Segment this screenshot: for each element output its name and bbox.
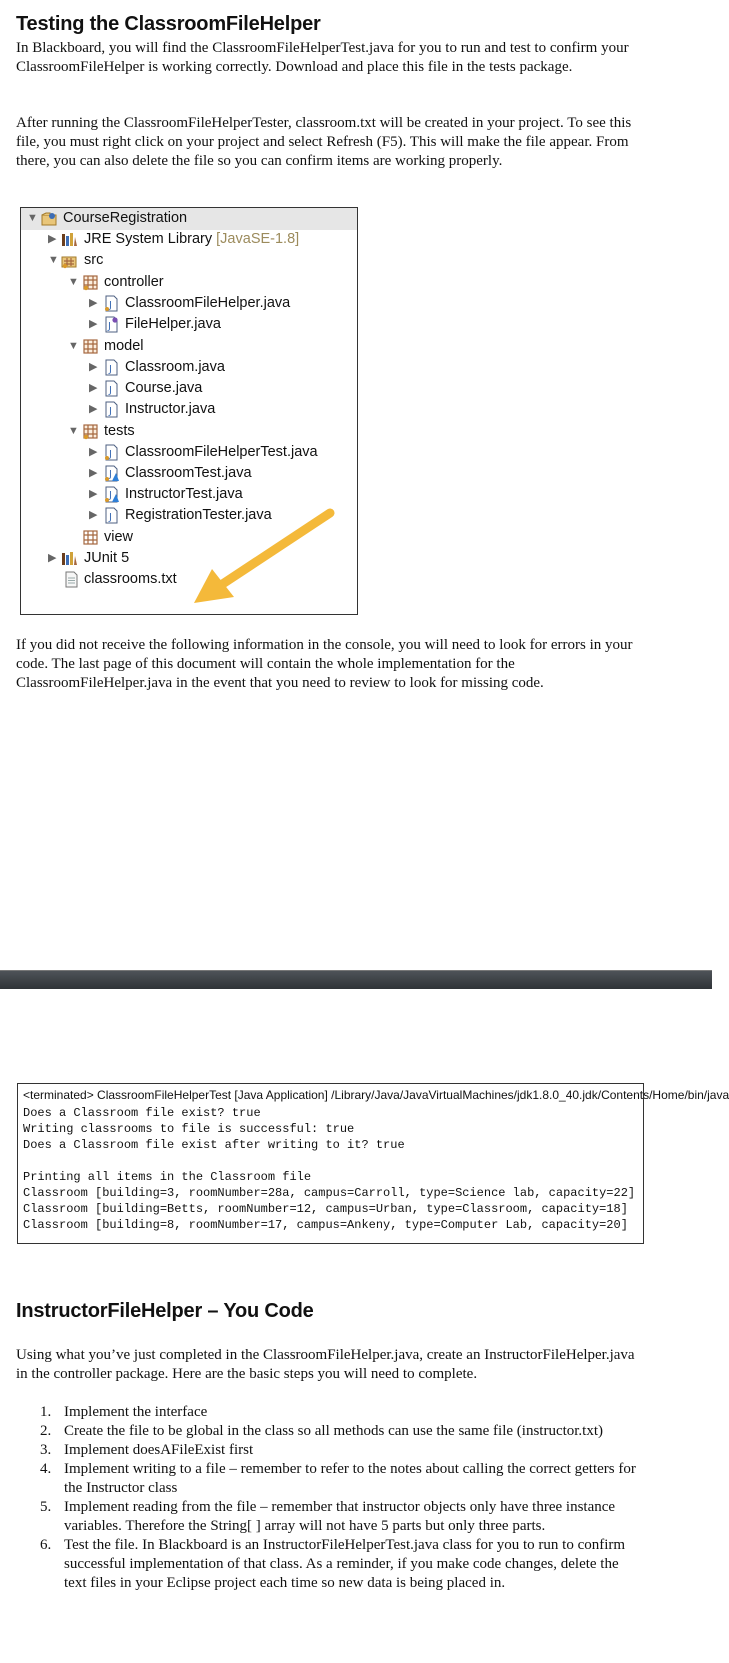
tree-row-file[interactable] <box>21 399 357 421</box>
project-folder-icon <box>41 210 58 227</box>
step-text: Implement reading from the file – remember that instructor objects only have three instance variables. Therefore the String[ ] array will not have 5 parts but only three parts. <box>64 1499 616 1534</box>
collapse-toggle-icon[interactable]: ▶ <box>89 467 98 479</box>
tree-label-file: RegistrationTester.java <box>125 507 272 523</box>
expand-toggle-icon[interactable]: ▼ <box>68 276 79 288</box>
svg-text:J: J <box>109 469 112 480</box>
step-text: Implement doesAFileExist first <box>64 1442 254 1458</box>
svg-text:J: J <box>109 364 112 375</box>
expand-toggle-icon[interactable]: ▼ <box>27 212 38 224</box>
tree-label-junit: JUnit 5 <box>84 550 130 566</box>
collapse-toggle-icon[interactable]: ▶ <box>89 509 98 521</box>
tree-label-model: model <box>104 338 144 354</box>
tree-label-tests: tests <box>104 423 135 439</box>
collapse-toggle-icon[interactable]: ▶ <box>89 297 98 309</box>
tree-row-file[interactable] <box>21 293 357 315</box>
package-icon <box>82 338 99 355</box>
paragraph-refresh: After running the ClassroomFileHelperTester, classroom.txt will be created in your project. To see this file, you must right click on your project and select Refresh (F5). This will make the file appear. From there, you can also delete the file so you can confirm items are working properly. <box>16 115 632 169</box>
console-line: Printing all items in the Classroom file <box>23 1170 312 1184</box>
svg-text:J: J <box>108 321 111 332</box>
tree-label-file: FileHelper.java <box>125 316 221 332</box>
tree-row-model[interactable] <box>21 336 357 358</box>
expand-toggle-icon[interactable]: ▼ <box>48 254 59 266</box>
console-lines <box>18 1104 643 1233</box>
tree-row-file[interactable] <box>21 378 357 400</box>
tree-label-file: ClassroomTest.java <box>125 465 252 481</box>
tree-row-src[interactable] <box>21 250 357 272</box>
svg-text:J: J <box>109 385 112 396</box>
library-icon <box>61 550 78 567</box>
tree-label-file: ClassroomFileHelperTest.java <box>125 444 318 460</box>
java-file-icon <box>103 359 120 376</box>
list-item <box>16 1536 641 1593</box>
java-file-icon <box>103 295 120 312</box>
tree-label-jre: JRE System Library <box>84 231 213 247</box>
tree-label-file: Classroom.java <box>125 359 225 375</box>
source-folder-icon <box>61 252 78 269</box>
expand-toggle-icon[interactable]: ▼ <box>68 340 79 352</box>
tree-row-controller[interactable] <box>21 272 357 294</box>
package-icon <box>82 423 99 440</box>
tree-label-file: InstructorTest.java <box>125 486 243 502</box>
console-line: Classroom [building=8, roomNumber=17, campus=Ankeny, type=Computer Lab, capacity=20] <box>23 1218 628 1232</box>
list-item <box>16 1403 641 1422</box>
java-file-icon <box>103 401 120 418</box>
svg-text:J: J <box>109 300 112 311</box>
section-title-instructor: InstructorFileHelper – You Code <box>16 1300 314 1322</box>
list-item <box>16 1441 641 1460</box>
annotation-arrow-icon <box>190 505 340 610</box>
java-file-icon <box>103 444 120 461</box>
paragraph-console-note: If you did not receive the following information in the console, you will need to look for errors in your code. The last page of this document will contain the whole implementation for the ClassroomFileHelper.java in the event that you need to review to look for missing code. <box>16 637 633 691</box>
step-text: Implement the interface <box>64 1404 208 1420</box>
svg-text:J: J <box>109 449 112 460</box>
package-icon <box>82 274 99 291</box>
collapse-toggle-icon[interactable]: ▶ <box>89 361 98 373</box>
java-file-icon <box>103 380 120 397</box>
console-line: Writing classrooms to file is successful: true <box>23 1122 355 1136</box>
page-divider <box>0 970 712 989</box>
list-item <box>16 1422 641 1441</box>
list-item <box>16 1460 641 1498</box>
step-number: 1. <box>40 1404 52 1420</box>
step-text: Implement writing to a file – remember to refer to the notes about calling the correct getters for the Instructor class <box>64 1461 636 1496</box>
java-interface-file-icon <box>103 316 120 333</box>
java-file-icon <box>103 507 120 524</box>
paragraph-intro: In Blackboard, you will find the ClassroomFileHelperTest.java for you to run and test to confirm your ClassroomFileHelper is working correctly. Download and place this file in the tests package. <box>16 40 629 75</box>
step-text: Create the file to be global in the class so all methods can use the same file (instructor.txt) <box>64 1423 604 1439</box>
step-number: 4. <box>40 1461 52 1477</box>
console-line: Does a Classroom file exist after writing to it? true <box>23 1138 405 1152</box>
step-number: 3. <box>40 1442 52 1458</box>
java-test-file-icon <box>103 465 120 482</box>
java-test-file-icon <box>103 486 120 503</box>
library-icon <box>61 231 78 248</box>
jre-version-tag: [JavaSE-1.8] <box>216 231 300 247</box>
expand-toggle-icon[interactable]: ▼ <box>68 425 79 437</box>
tree-row-file[interactable] <box>21 484 357 506</box>
console-header: <terminated> ClassroomFileHelperTest [Java Application] /Library/Java/JavaVirtualMachines/jdk1.8.0_40.jdk/Contents/Home/bin/java <box>23 1088 729 1102</box>
empty-package-icon <box>82 529 99 546</box>
tree-label-txt-file: classrooms.txt <box>84 571 177 587</box>
list-item <box>16 1498 641 1536</box>
console-line: Does a Classroom file exist? true <box>23 1106 261 1120</box>
collapse-toggle-icon[interactable]: ▶ <box>89 382 98 394</box>
console-line: Classroom [building=3, roomNumber=28a, campus=Carroll, type=Science lab, capacity=22] <box>23 1186 636 1200</box>
step-number: 6. <box>40 1537 52 1553</box>
collapse-toggle-icon[interactable]: ▶ <box>48 552 57 564</box>
tree-row-tests[interactable] <box>21 421 357 443</box>
step-number: 5. <box>40 1499 52 1515</box>
svg-text:J: J <box>109 406 112 417</box>
tree-label-file: Course.java <box>125 380 203 396</box>
tree-label-view: view <box>104 529 134 545</box>
collapse-toggle-icon[interactable]: ▶ <box>89 488 98 500</box>
paragraph-instructor-intro: Using what you’ve just completed in the ClassroomFileHelper.java, create an InstructorFileHelper.java in the controller package. Here are the basic steps you will need to complete. <box>16 1347 635 1382</box>
collapse-toggle-icon[interactable]: ▶ <box>48 233 57 245</box>
svg-text:J: J <box>109 512 112 523</box>
tree-row-project[interactable] <box>21 208 357 230</box>
tree-label-project: CourseRegistration <box>63 210 188 226</box>
tree-row-jre[interactable] <box>21 229 357 251</box>
step-number: 2. <box>40 1423 52 1439</box>
console-line: Classroom [building=Betts, roomNumber=12, campus=Urban, type=Classroom, capacity=18] <box>23 1202 628 1216</box>
tree-label-src: src <box>84 252 104 268</box>
text-file-icon <box>63 571 80 588</box>
steps-list <box>16 1403 641 1593</box>
tree-row-file[interactable] <box>21 442 357 464</box>
collapse-toggle-icon[interactable]: ▶ <box>89 318 98 330</box>
step-text: Test the file. In Blackboard is an InstructorFileHelperTest.java class for you to run to confirm successful implementation of that class. As a reminder, if you make code changes, delete the text files in your Eclipse project each time so new data is being placed in. <box>64 1537 626 1591</box>
tree-row-file[interactable] <box>21 357 357 379</box>
tree-row-file[interactable] <box>21 314 357 336</box>
tree-label-file: Instructor.java <box>125 401 216 417</box>
tree-row-file[interactable] <box>21 463 357 485</box>
console-output <box>17 1083 729 1244</box>
tree-label-file: ClassroomFileHelper.java <box>125 295 291 311</box>
tree-label-controller: controller <box>104 274 164 290</box>
svg-text:J: J <box>109 490 112 501</box>
collapse-toggle-icon[interactable]: ▶ <box>89 403 98 415</box>
collapse-toggle-icon[interactable]: ▶ <box>89 446 98 458</box>
section-title-testing: Testing the ClassroomFileHelper <box>16 13 321 35</box>
